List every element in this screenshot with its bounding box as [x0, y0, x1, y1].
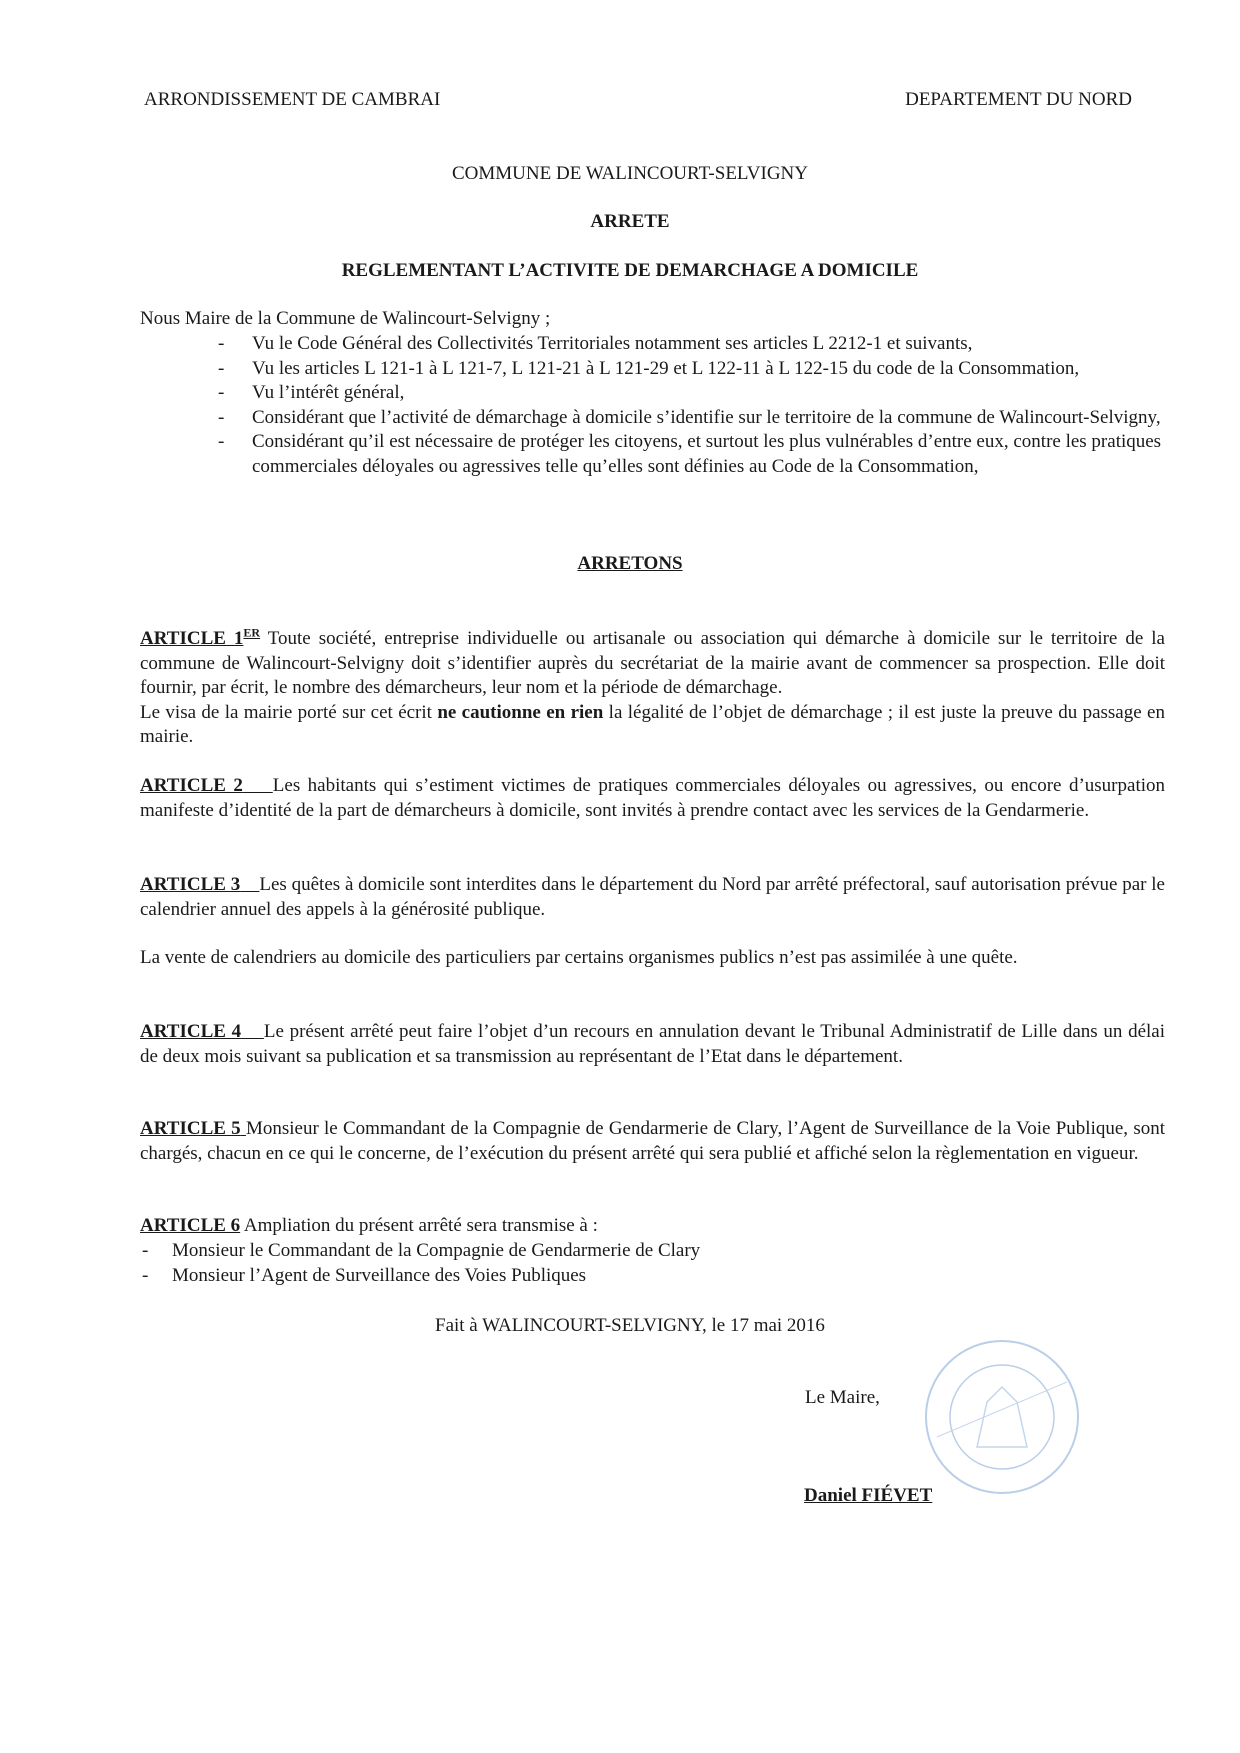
article-2	[140, 774, 1165, 823]
article-3	[140, 873, 1165, 922]
article-3-label: ARTICLE 3	[140, 874, 241, 895]
municipal-stamp	[925, 1340, 1079, 1494]
place-date: Fait à WALINCOURT-SELVIGNY, le 17 mai 2016	[435, 1315, 825, 1336]
signatory-role: Le Maire,	[805, 1387, 880, 1408]
recipient-item: - Monsieur l’Agent de Surveillance des Voies Publiques	[140, 1264, 1165, 1289]
recipient-item: - Monsieur le Commandant de la Compagnie de Gendarmerie de Clary	[140, 1239, 1165, 1264]
article-1-sup: ER	[243, 625, 261, 640]
preamble-item: - Vu l’intérêt général,	[140, 381, 1165, 406]
article-1-text2a: Le visa de la mairie porté sur cet écrit	[140, 701, 438, 723]
article-5-label: ARTICLE 5	[140, 1118, 241, 1139]
article-6-list	[140, 1239, 1165, 1288]
article-1-label: ARTICLE 1	[140, 628, 244, 649]
stamp-seal-icon	[927, 1342, 1077, 1492]
article-6	[140, 1214, 1165, 1239]
article-4	[140, 1020, 1165, 1069]
article-1-text: Toute société, entreprise individuelle ou artisanale ou association qui démarche à domicile sur le territoire de la commune de Walincourt-Selvigny doit s’identifier auprès du secrétariat de la mairie avant de commencer sa prospection. Elle doit fournir, par écrit, le nombre des démarcheurs, leur nom et la période de démarchage.	[140, 628, 1165, 699]
article-4-text: Le présent arrêté peut faire l’objet d’un recours en annulation devant le Tribunal Administratif de Lille dans un délai de deux mois suivant sa publication et sa transmission au représentant de l’Etat dans le département.	[140, 1021, 1166, 1067]
preamble-item: - Considérant que l’activité de démarchage à domicile s’identifie sur le territoire de la commune de Walincourt-Selvigny,	[140, 406, 1165, 431]
arretons-heading: ARRETONS	[577, 553, 683, 574]
article-1	[140, 627, 1165, 750]
article-3-text: Les quêtes à domicile sont interdites dans le département du Nord par arrêté préfectoral, sauf autorisation prévue par le calendrier annuel des appels à la générosité publique.	[140, 874, 1165, 920]
preamble-item: - Considérant qu’il est nécessaire de protéger les citoyens, et surtout les plus vulnérables d’entre eux, contre les pratiques commerciales déloyales ou agressives telle qu’elles sont définies au Code de la Consommation,	[140, 430, 1165, 479]
signatory-name: Daniel FIÉVET	[804, 1485, 933, 1506]
preamble-item: - Vu le Code Général des Collectivités Territoriales notamment ses articles L 2212-1 et suivants,	[140, 332, 1165, 357]
article-5	[140, 1117, 1165, 1166]
article-1-bold: ne cautionne en rien	[437, 701, 604, 723]
article-6-text: Ampliation du présent arrêté sera transmise à :	[240, 1215, 598, 1236]
article-2-text: Les habitants qui s’estiment victimes de pratiques commerciales déloyales ou agressives, ou encore d’usurpation manifeste d’identité de la part de démarcheurs à domicile, sont invités à prendre contact avec les services de la Gendarmerie.	[140, 775, 1166, 821]
article-1-text2b: la légalité de l’objet de démarchage ; il est juste la preuve du passage en mairie.	[140, 701, 1165, 748]
commune-title: COMMUNE DE WALINCOURT-SELVIGNY	[452, 163, 808, 184]
article-6-label: ARTICLE 6	[140, 1215, 241, 1236]
header-arrondissement: ARRONDISSEMENT DE CAMBRAI	[144, 89, 441, 110]
header-departement: DEPARTEMENT DU NORD	[905, 89, 1132, 110]
preamble-intro: Nous Maire de la Commune de Walincourt-Selvigny ;	[140, 308, 551, 329]
article-4-label: ARTICLE 4	[140, 1021, 242, 1042]
article-2-label: ARTICLE 2	[140, 775, 243, 796]
article-3-note: La vente de calendriers au domicile des particuliers par certains organismes publics n’est pas assimilée à une quête.	[140, 947, 1018, 968]
article-5-text: Monsieur le Commandant de la Compagnie de Gendarmerie de Clary, l’Agent de Surveillance de la Voie Publique, sont chargés, chacun en ce qui le concerne, de l’exécution du présent arrêté qui sera publié et affiché selon la règlementation en vigueur.	[140, 1118, 1165, 1164]
preamble-item: - Vu les articles L 121-1 à L 121-7, L 121-21 à L 121-29 et L 122-11 à L 122-15 du code de la Consommation,	[140, 357, 1165, 382]
document-title: REGLEMENTANT L’ACTIVITE DE DEMARCHAGE A DOMICILE	[341, 260, 919, 281]
document-type: ARRETE	[590, 211, 670, 232]
preamble-list	[140, 332, 1165, 480]
